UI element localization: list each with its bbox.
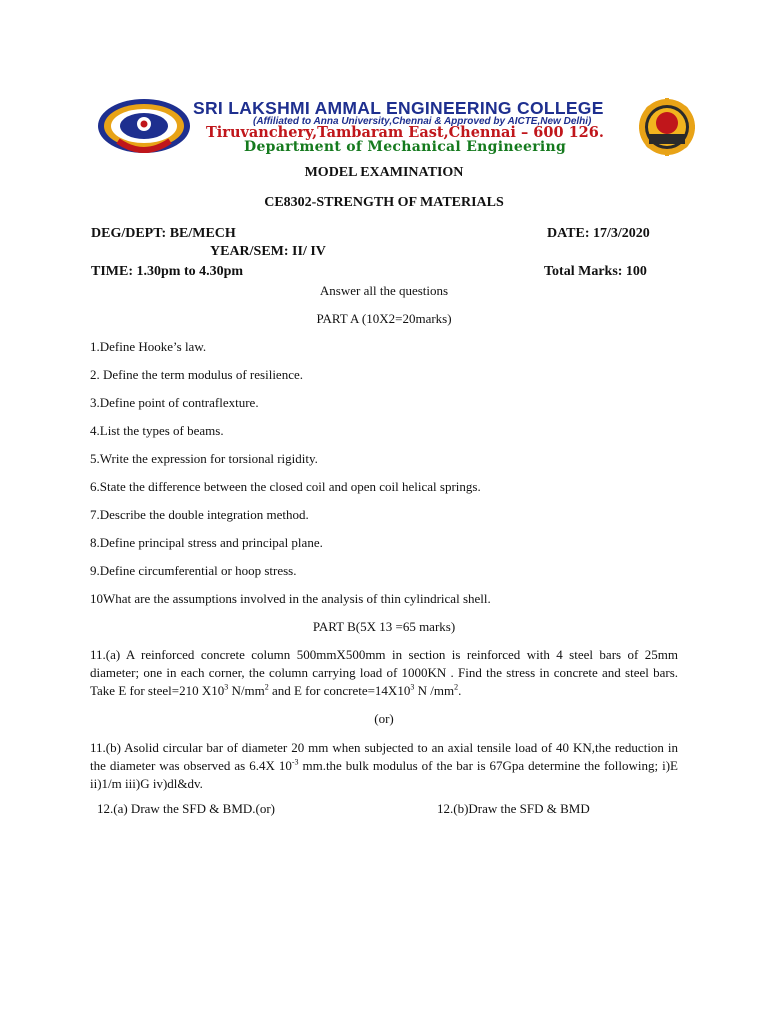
question-4: 4.List the types of beams. bbox=[90, 423, 224, 438]
exam-date: DATE: 17/3/2020 bbox=[547, 226, 650, 241]
exam-title: MODEL EXAMINATION bbox=[304, 165, 464, 180]
question-9: 9.Define circumferential or hoop stress. bbox=[90, 563, 297, 578]
question-5: 5.Write the expression for torsional rigidity. bbox=[90, 451, 318, 466]
question-1: 1.Define Hooke’s law. bbox=[90, 339, 207, 354]
question-12a: 12.(a) Draw the SFD & BMD.(or) bbox=[97, 801, 276, 816]
question-8: 8.Define principal stress and principal plane. bbox=[90, 535, 323, 550]
part-a-heading: PART A (10X2=20marks) bbox=[316, 311, 452, 326]
college-address: Tiruvanchery,Tambaram East,Chennai – 600 126. bbox=[206, 124, 604, 141]
year-sem: YEAR/SEM: II/ IV bbox=[210, 244, 326, 259]
question-11a: 11.(a) A reinforced concrete column 500mmX500mm in section is reinforced with 4 steel bars of 25mm diameter; one in each corner, the column carrying load of 1000KN . Find the stress in concrete and steel bars. Take E for steel=210 $X10^3$ $N/mm^2$ and E for $concrete=14X10^3$ N $/mm^2$. bbox=[90, 647, 678, 698]
college-emblem-icon bbox=[96, 97, 192, 155]
question-6: 6.State the difference between the closed coil and open coil helical springs. bbox=[90, 479, 481, 494]
total-marks: Total Marks: 100 bbox=[544, 264, 647, 279]
question-7: 7.Describe the double integration method. bbox=[90, 507, 309, 522]
question-10: 10What are the assumptions involved in the analysis of thin cylindrical shell. bbox=[90, 591, 491, 606]
department-name: Department of Mechanical Engineering bbox=[244, 139, 567, 155]
naac-badge-icon bbox=[622, 98, 712, 156]
or-separator: (or) bbox=[374, 711, 394, 726]
part-b-heading: PART B(5X 13 =65 marks) bbox=[312, 619, 456, 634]
exam-time: TIME: 1.30pm to 4.30pm bbox=[91, 264, 244, 279]
subject-title: CE8302-STRENGTH OF MATERIALS bbox=[264, 195, 504, 210]
question-3: 3.Define point of contraflexture. bbox=[90, 395, 259, 410]
question-11b: 11.(b) Asolid circular bar of diameter 20 mm when subjected to an axial tensile load of 40 KN,the reduction in the diameter was observed as 6.4X $10^{-3}$ mm.the bulk modulus of the bar is 67Gpa determine the following; i)E ii)1/m iii)G iv)dl&dv. bbox=[90, 740, 678, 791]
question-2: 2. Define the term modulus of resilience. bbox=[90, 367, 303, 382]
deg-dept: DEG/DEPT: BE/MECH bbox=[91, 226, 236, 241]
question-12b: 12.(b)Draw the SFD & BMD bbox=[437, 801, 590, 816]
instruction: Answer all the questions bbox=[319, 283, 449, 298]
college-name: SRI LAKSHMI AMMAL ENGINEERING COLLEGE bbox=[193, 98, 604, 118]
college-affiliation: (Affiliated to Anna University,Chennai & Approved by AICTE,New Delhi) bbox=[253, 116, 592, 127]
